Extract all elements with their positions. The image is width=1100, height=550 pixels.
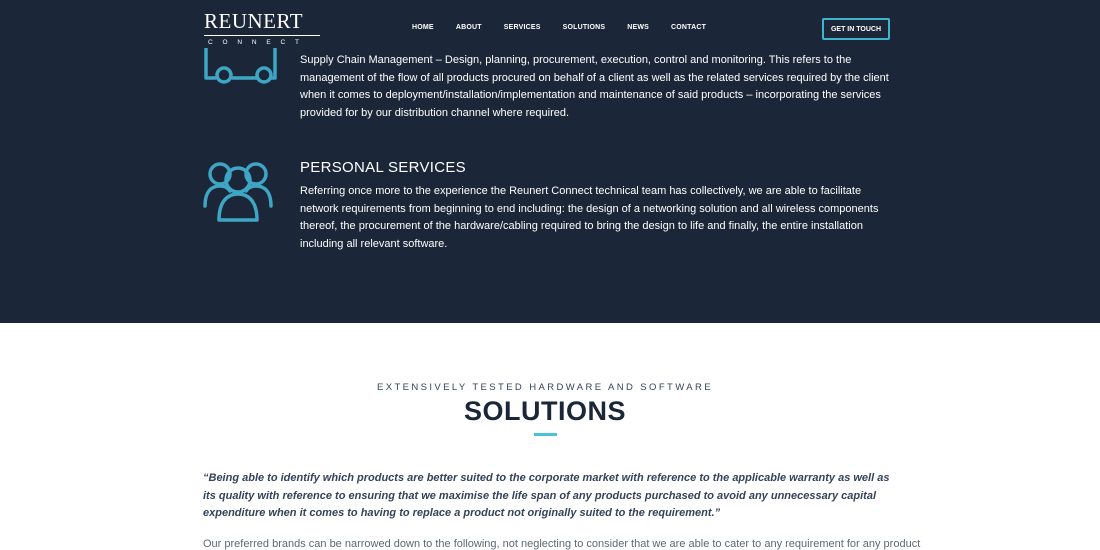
solutions-paragraph: Our preferred brands can be narrowed down to the following, not neglecting to consider that we are able to cater to any requirement for any product (203, 538, 921, 550)
nav-contact[interactable]: CONTACT (671, 24, 707, 31)
brand-name: REUNERT (204, 9, 304, 33)
solutions-kicker: EXTENSIVELY TESTED HARDWARE AND SOFTWARE (376, 382, 713, 393)
supply-chain-description: Supply Chain Management – Design, planning, procurement, execution, control and monitoring. This refers to the management of the flow of all products procured on behalf of a client as well as the related services required by the client when it comes to deployment/installation/implementation and maintenance of said products – incorporating the services provided for by our distribution channel where required. (300, 54, 889, 119)
logo-divider (204, 35, 320, 36)
nav-about[interactable]: ABOUT (455, 24, 482, 31)
solutions-title: SOLUTIONS (463, 396, 626, 426)
users-icon (203, 158, 273, 222)
nav-news[interactable]: NEWS (627, 24, 650, 31)
brand-logo[interactable] (204, 10, 322, 46)
brand-sub: CONNECT (208, 39, 309, 46)
solutions-quote: “Being able to identify which products are better suited to the corporate market with reference to the applicable warranty as well as its quality with reference to ensuring that we maximise the life span of any products purchased to avoid any unnecessary capital expenditure when it comes to having to replace a product not originally suited to the requirement.” (203, 472, 890, 519)
nav-home[interactable]: HOME (412, 24, 434, 31)
nav-services[interactable]: SERVICES (503, 24, 541, 31)
nav-solutions[interactable]: SOLUTIONS (562, 24, 606, 31)
personal-services-description: Referring once more to the experience the Reunert Connect technical team has collectively, we are able to facilitate network requirements from beginning to end including: the design of a networking solution and all wireless components thereof, the procurement of the hardware/cabling required to bring the design to life and finally, the entire installation including all relevant software. (300, 185, 879, 250)
personal-services-title: PERSONAL SERVICES (300, 159, 466, 176)
get-in-touch-button[interactable]: GET IN TOUCH (822, 18, 890, 40)
title-accent-bar (534, 433, 557, 436)
main-nav (400, 24, 728, 31)
truck-icon (203, 48, 279, 88)
